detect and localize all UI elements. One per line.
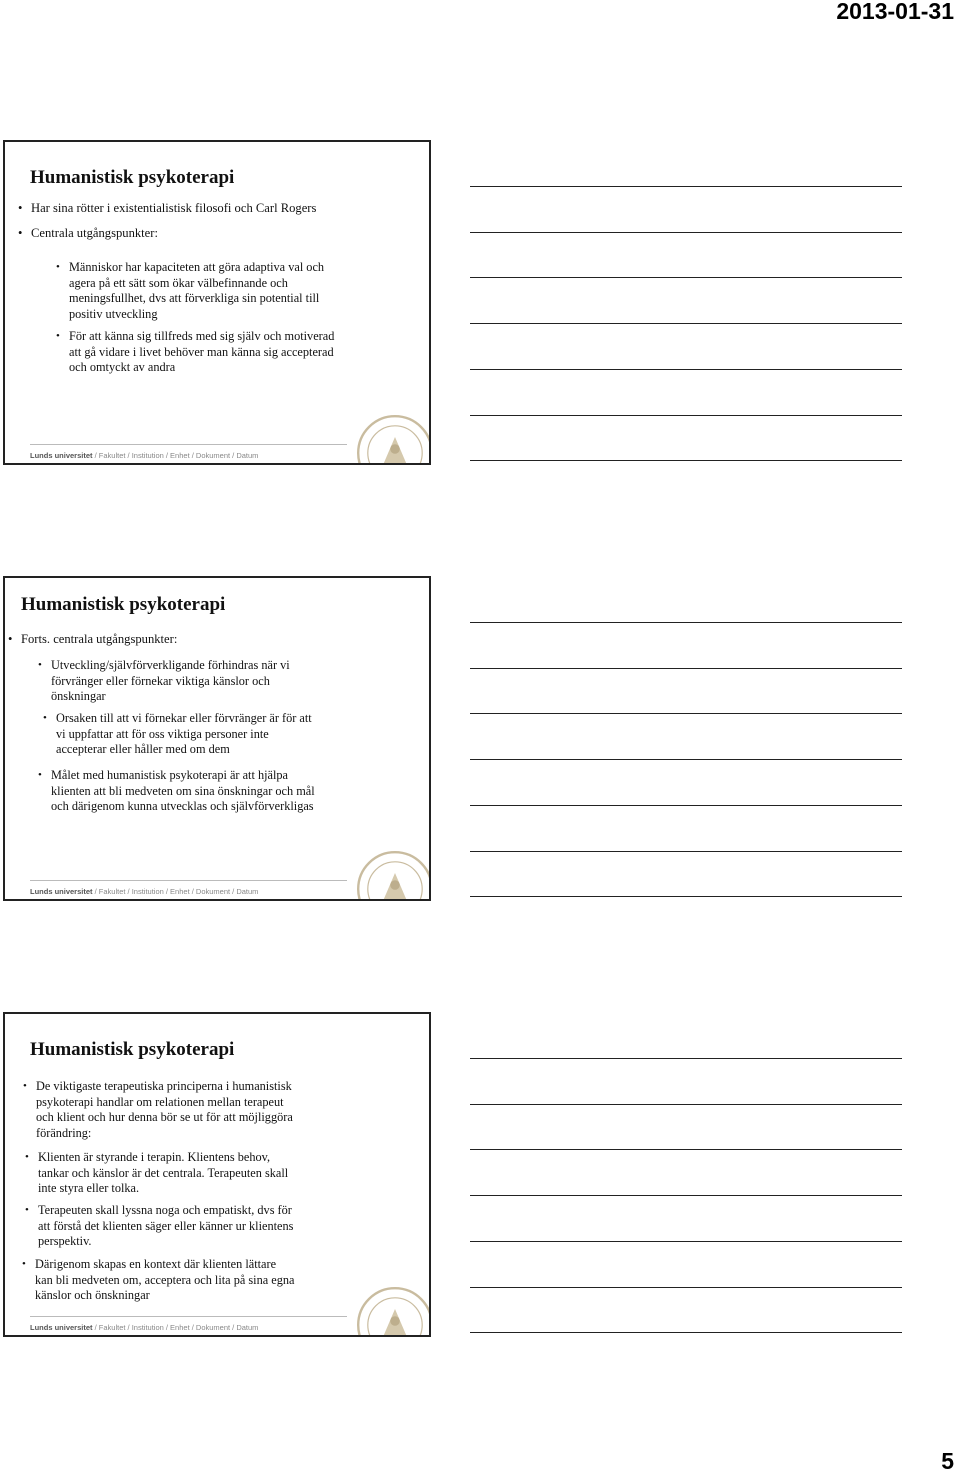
bullet-dot-icon: • — [22, 1258, 26, 1270]
note-line — [470, 232, 902, 233]
sub-bullet-item: • Målet med humanistisk psykoterapi är att hjälpa klienten att bli medveten om sina önskningar och mål och därigenom kunna utvecklas och självförverkligas — [38, 768, 315, 813]
bullet-dot-icon: • — [38, 659, 42, 671]
note-line — [470, 759, 902, 760]
note-line — [470, 1287, 902, 1288]
note-line — [470, 277, 902, 278]
bullet-dot-icon: • — [43, 712, 47, 724]
note-line — [470, 1104, 902, 1105]
slide-title: Humanistisk psykoterapi — [21, 594, 226, 615]
note-line — [470, 1241, 902, 1242]
note-line — [470, 323, 902, 324]
bullet-item: • Centrala utgångspunkter: — [18, 226, 158, 240]
slide-3 — [3, 1012, 431, 1337]
sub-bullet-item: • De viktigaste terapeutiska principerna i humanistisk psykoterapi handlar om relationen mellan terapeut och klient och hur denna bör se ut för att möjliggöra förändring: — [23, 1079, 293, 1140]
note-line — [470, 1195, 902, 1196]
footer-rule — [30, 1316, 347, 1317]
bullet-dot-icon: • — [25, 1151, 29, 1163]
slide-2 — [3, 576, 431, 901]
note-line — [470, 1149, 902, 1150]
sub-bullet-item: • Klienten är styrande i terapin. Klientens behov, tankar och känslor är det centrala. Terapeuten skall inte styra eller tolka. — [25, 1150, 289, 1195]
note-line — [470, 186, 902, 187]
sub-bullet-item: • Terapeuten skall lyssna noga och empatiskt, dvs för att förstå det klienten säger eller känner ur klientens perspektiv. — [25, 1203, 294, 1248]
note-line — [470, 896, 902, 897]
bullet-dot-icon: • — [56, 330, 60, 342]
slide-1 — [3, 140, 431, 465]
university-seal-icon — [355, 849, 431, 901]
bullet-dot-icon: • — [8, 632, 13, 646]
slide-footer: Lunds universitet / Fakultet / Institution / Enhet / Dokument / Datum — [30, 1323, 259, 1332]
page-number: 5 — [941, 1448, 954, 1474]
sub-bullet-item: • Utveckling/självförverkligande förhindras när vi förvränger eller förnekar viktiga känslor och önskningar — [38, 658, 290, 703]
note-line — [470, 713, 902, 714]
note-line — [470, 460, 902, 461]
note-line — [470, 805, 902, 806]
note-line — [470, 369, 902, 370]
bullet-dot-icon: • — [23, 1080, 27, 1092]
bullet-dot-icon: • — [18, 201, 23, 215]
note-line — [470, 622, 902, 623]
slide-title: Humanistisk psykoterapi — [30, 1039, 235, 1060]
footer-rule — [30, 880, 347, 881]
bullet-dot-icon: • — [56, 261, 60, 273]
slide-footer: Lunds universitet / Fakultet / Institution / Enhet / Dokument / Datum — [30, 887, 259, 896]
note-line — [470, 415, 902, 416]
bullet-dot-icon: • — [18, 226, 23, 240]
slide-title: Humanistisk psykoterapi — [30, 167, 235, 188]
slide-footer: Lunds universitet / Fakultet / Institution / Enhet / Dokument / Datum — [30, 451, 259, 460]
bullet-item: • Forts. centrala utgångspunkter: — [8, 632, 178, 646]
note-line — [470, 1332, 902, 1333]
page-date: 2013-01-31 — [836, 0, 954, 24]
university-seal-icon — [355, 1285, 431, 1337]
note-line — [470, 668, 902, 669]
bullet-dot-icon: • — [38, 769, 42, 781]
note-line — [470, 1058, 902, 1059]
sub-bullet-item: • Människor har kapaciteten att göra adaptiva val och agera på ett sätt som ökar välbefinnande och meningsfullhet, dvs att förverkliga sin potential till positiv utveckling — [56, 260, 325, 321]
note-line — [470, 851, 902, 852]
bullet-item: • Har sina rötter i existentialistisk filosofi och Carl Rogers — [18, 201, 317, 215]
bullet-dot-icon: • — [25, 1204, 29, 1216]
sub-bullet-item: • Därigenom skapas en kontext där klienten lättare kan bli medveten om, acceptera och lita på sina egna känslor och önskningar — [22, 1257, 295, 1302]
footer-rule — [30, 444, 347, 445]
sub-bullet-item: • Orsaken till att vi förnekar eller förvränger är för att vi uppfattar att för oss viktiga personer inte accepterar eller håller med om dem — [43, 711, 312, 756]
sub-bullet-item: • För att känna sig tillfreds med sig själv och motiverad att gå vidare i livet behöver man känna sig accepterad och omtyckt av andra — [56, 329, 335, 374]
university-seal-icon — [355, 413, 431, 465]
